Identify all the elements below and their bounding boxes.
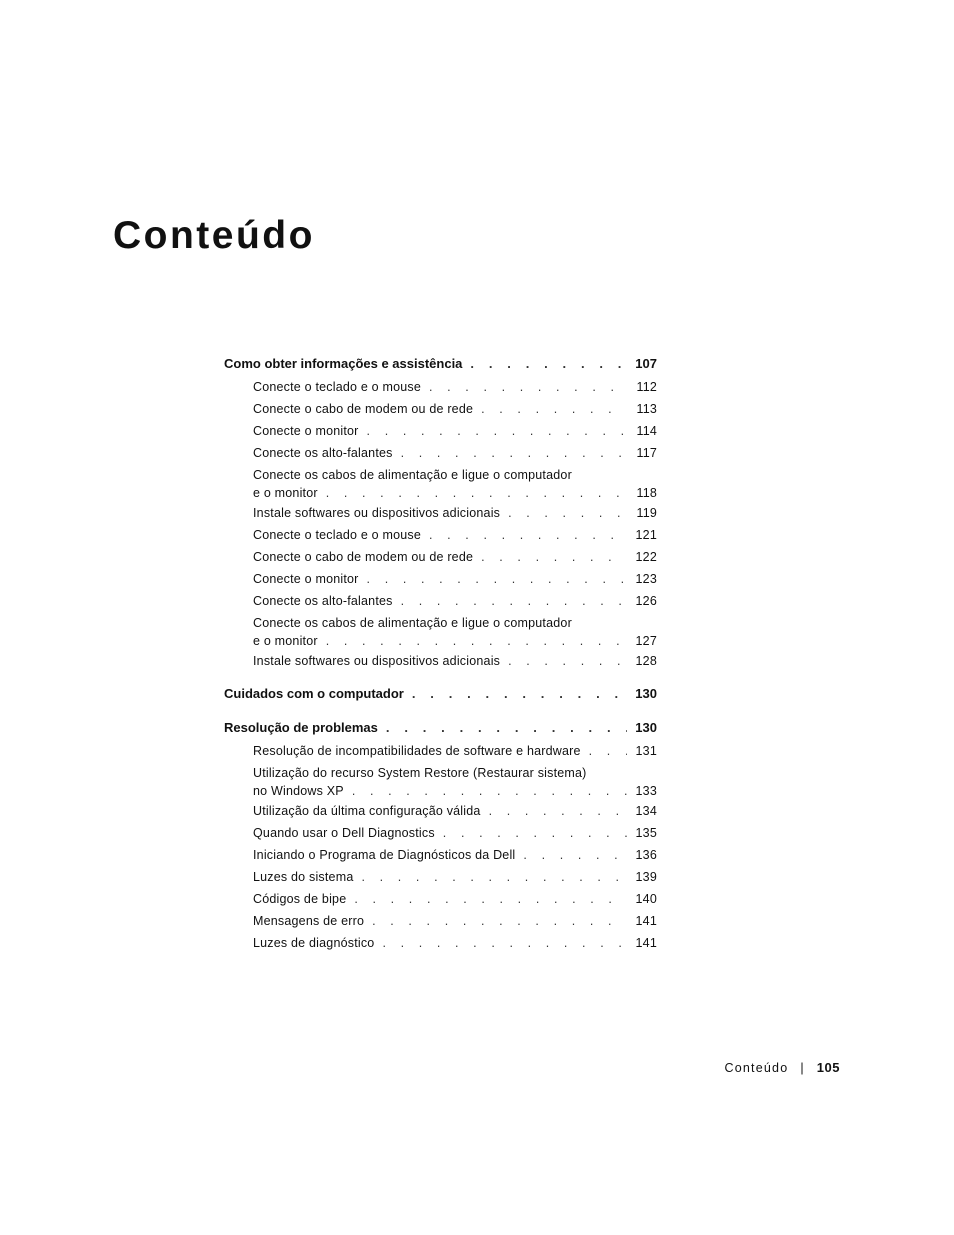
toc-entry-page: 113 — [636, 402, 657, 416]
toc-entry-label: Resolução de problemas — [224, 720, 378, 735]
toc-entry-page: 119 — [636, 506, 657, 520]
toc-entry-label-line1: Conecte os cabos de alimentação e ligue o computador — [253, 468, 572, 482]
toc-entry-page: 117 — [636, 446, 657, 460]
toc-section-entry[interactable] — [224, 682, 657, 706]
toc-entry-label: Instale softwares ou dispositivos adicionais — [253, 654, 501, 668]
toc-entry[interactable] — [224, 910, 657, 932]
toc-entry[interactable] — [224, 866, 657, 888]
toc-entry-page: 123 — [635, 572, 657, 586]
toc-entry[interactable] — [224, 844, 657, 866]
toc-entry-page: 141 — [635, 914, 657, 928]
toc-entry-label: Mensagens de erro — [253, 914, 365, 928]
toc-entry-page: 140 — [635, 892, 657, 906]
toc-entry[interactable] — [224, 420, 657, 442]
toc-entry-label: Cuidados com o computador — [224, 686, 404, 701]
toc-entry[interactable] — [224, 546, 657, 568]
toc-entry[interactable] — [224, 502, 657, 524]
dot-leader — [508, 650, 627, 672]
toc-entry-label: Como obter informações e assistência — [224, 356, 463, 371]
dot-leader — [508, 502, 627, 524]
toc-entry[interactable] — [224, 740, 657, 762]
toc-entry-page: 122 — [635, 550, 657, 564]
toc-entry-label-line2: no Windows XP — [253, 784, 344, 798]
dot-leader — [470, 352, 627, 376]
footer-section-label: Conteúdo — [724, 1061, 789, 1075]
toc-section-entry[interactable] — [224, 352, 657, 376]
dot-leader — [372, 910, 627, 932]
toc-entry-label-line2: e o monitor — [253, 634, 318, 648]
toc-entry-label: Códigos de bipe — [253, 892, 347, 906]
dot-leader — [326, 484, 627, 502]
toc-entry-label: Luzes de diagnóstico — [253, 936, 375, 950]
toc-entry[interactable] — [224, 376, 657, 398]
dot-leader — [429, 376, 627, 398]
toc-entry-label: Conecte o cabo de modem ou de rede — [253, 550, 474, 564]
dot-leader — [367, 420, 627, 442]
toc-entry-label: Iniciando o Programa de Diagnósticos da Dell — [253, 848, 516, 862]
toc-entry[interactable] — [224, 398, 657, 420]
toc-section-entry[interactable] — [224, 716, 657, 740]
page-number: 105 — [816, 1060, 840, 1075]
toc-entry[interactable] — [224, 590, 657, 612]
toc-entry-page: 139 — [635, 870, 657, 884]
dot-leader — [326, 632, 627, 650]
toc-entry[interactable] — [224, 442, 657, 464]
dot-leader — [386, 716, 627, 740]
dot-leader — [367, 568, 627, 590]
dot-leader — [382, 932, 627, 954]
toc-entry-label: Resolução de incompatibilidades de software e hardware — [253, 744, 581, 758]
toc-entry-label: Conecte o teclado e o mouse — [253, 528, 422, 542]
toc-entry[interactable] — [224, 524, 657, 546]
toc-entry[interactable] — [224, 650, 657, 672]
toc-entry[interactable] — [224, 888, 657, 910]
toc-entry-page: 121 — [635, 528, 657, 542]
toc-entry[interactable] — [224, 822, 657, 844]
toc-entry-page: 134 — [635, 804, 657, 818]
toc-entry[interactable] — [224, 568, 657, 590]
toc-entry-label: Conecte os alto-falantes — [253, 446, 393, 460]
dot-leader — [489, 800, 627, 822]
page-title: Conteúdo — [113, 214, 315, 257]
toc-entry-page: 128 — [635, 654, 657, 668]
toc-entry-label: Conecte o cabo de modem ou de rede — [253, 402, 474, 416]
toc-entry-label-line1: Utilização do recurso System Restore (Restaurar sistema) — [253, 766, 587, 780]
toc-entry-page: 131 — [635, 744, 657, 758]
toc-entry-page: 130 — [635, 720, 657, 735]
toc-entry[interactable] — [224, 800, 657, 822]
dot-leader — [481, 398, 627, 420]
dot-leader — [429, 524, 627, 546]
dot-leader — [401, 442, 627, 464]
toc-entry-page: 118 — [636, 486, 657, 500]
toc-entry-label: Quando usar o Dell Diagnostics — [253, 826, 435, 840]
toc-entry[interactable] — [224, 464, 657, 502]
toc-entry-label: Instale softwares ou dispositivos adicionais — [253, 506, 501, 520]
footer-separator: | — [800, 1061, 805, 1075]
dot-leader — [412, 682, 627, 706]
toc-entry-page: 127 — [635, 634, 657, 648]
toc-entry[interactable] — [224, 612, 657, 650]
toc-entry-page: 136 — [635, 848, 657, 862]
toc-entry-label: Conecte o teclado e o mouse — [253, 380, 422, 394]
toc-entry-page: 130 — [635, 686, 657, 701]
page-footer — [725, 1060, 840, 1075]
toc-entry[interactable] — [224, 932, 657, 954]
toc-entry-page: 126 — [635, 594, 657, 608]
toc-entry-label-line1: Conecte os cabos de alimentação e ligue o computador — [253, 616, 572, 630]
toc-entry-page: 133 — [635, 784, 657, 798]
dot-leader — [523, 844, 627, 866]
toc-entry-label-line2: e o monitor — [253, 486, 318, 500]
dot-leader — [354, 888, 627, 910]
dot-leader — [401, 590, 627, 612]
toc-entry-label: Utilização da última configuração válida — [253, 804, 481, 818]
toc-entry-page: 135 — [635, 826, 657, 840]
toc-entry-label: Conecte o monitor — [253, 572, 359, 586]
table-of-contents — [224, 352, 657, 954]
toc-entry-label: Conecte o monitor — [253, 424, 359, 438]
dot-leader — [352, 782, 627, 800]
toc-entry-label: Luzes do sistema — [253, 870, 354, 884]
toc-entry[interactable] — [224, 762, 657, 800]
dot-leader — [589, 740, 627, 762]
dot-leader — [443, 822, 627, 844]
toc-entry-label: Conecte os alto-falantes — [253, 594, 393, 608]
toc-entry-page: 141 — [635, 936, 657, 950]
toc-entry-page: 112 — [636, 380, 657, 394]
toc-entry-page: 114 — [636, 424, 657, 438]
dot-leader — [361, 866, 627, 888]
dot-leader — [481, 546, 627, 568]
toc-entry-page: 107 — [635, 356, 657, 371]
